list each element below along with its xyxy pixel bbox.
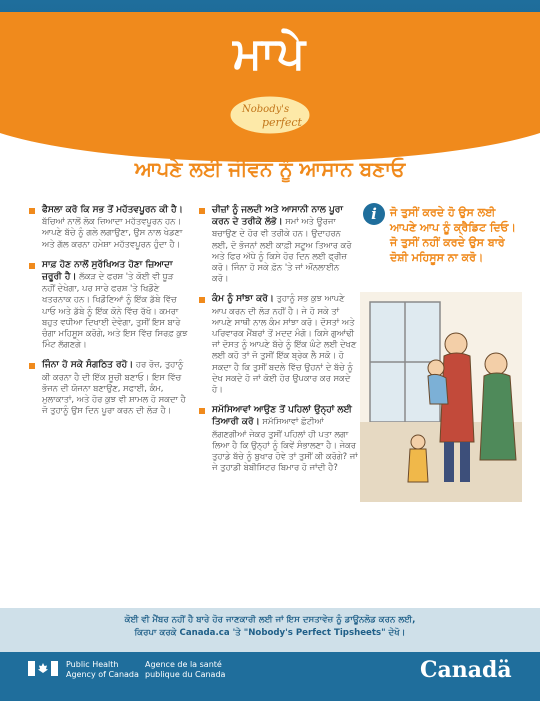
svg-text:perfect: perfect xyxy=(262,116,302,129)
agency-name-english: Public Health Agency of Canada xyxy=(66,660,139,679)
agency-name-french: Agence de la santé publique du Canada xyxy=(145,660,226,679)
info-callout: ਜੋ ਤੁਸੀਂ ਕਰਦੇ ਹੋ ਉਸ ਲਈ ਆਪਣੇ ਆਪ ਨੂੰ ਕ੍ਰੈਡਿਟ ਦਿਓ। ਜੋ ਤੁਸੀਂ ਨਹੀਂ ਕਰਦੇ ਉਸ ਬਾਰੇ ਦੋਸ਼ੀ ਮਹਿਸੂਸ ਨਾ ਕਰੋ। xyxy=(390,206,516,264)
column-middle xyxy=(198,204,358,482)
canada-flag-icon xyxy=(28,661,58,676)
canada-wordmark: Canadä xyxy=(420,657,512,683)
list-item: ਜਿੰਨਾ ਹੋ ਸਕੇ ਸੰਗਠਿਤ ਰਹੋ। ਹਰ ਰੋਜ਼, ਤੁਹਾਨੂੰ ਕੀ ਕਰਨਾ ਹੈ ਦੀ ਇੱਕ ਸੂਚੀ ਬਣਾਓ। ਇਸ ਵਿੱਚ ਭੋਜਨ ਦੀ ਯੋਜਨਾ ਬਣਾਉਣ, ਸਫਾਈ, ਕੰਮ, ਮੁਲਾਕਾਤਾਂ, ਅਤੇ ਹੋਰ ਕੁਝ ਵੀ ਸ਼ਾਮਲ ਹੋ ਸਕਦਾ ਹੈ ਜੋ ਤੁਹਾਨੂੰ ਉਸ ਦਿਨ ਪੂਰਾ ਕਰਨ ਦੀ ਲੋੜ ਹੈ। xyxy=(28,359,188,416)
column-left xyxy=(28,204,188,425)
list-item: ਸਮੱਸਿਆਵਾਂ ਆਉਣ ਤੋਂ ਪਹਿਲਾਂ ਉਨ੍ਹਾਂ ਲਈ ਤਿਆਰੀ ਕਰੋ। ਸਮੱਸਿਆਵਾਂ ਛੋਟੀਆਂ ਲੱਗਣਗੀਆਂ ਜੇਕਰ ਤੁਸੀਂ ਪਹਿਲਾਂ ਹੀ ਪਤਾ ਲਗਾ ਲਿਆ ਹੈ ਕਿ ਉਨ੍ਹਾਂ ਨੂੰ ਕਿਵੇਂ ਸੰਭਾਲਣਾ ਹੈ। ਜੇਕਰ ਤੁਹਾਡੇ ਬੱਚੇ ਨੂੰ ਬੁਖਾਰ ਹੋਵੇ ਤਾਂ ਤੁਸੀਂ ਕੀ ਕਰੋਗੇ? ਜਾਂ ਜੇ ਤੁਹਾਡੀ ਬੇਬੀਸਿਟਰ ਬਿਮਾਰ ਹੋ ਜਾਂਦੀ ਹੈ? xyxy=(198,404,358,473)
nobodys-perfect-logo xyxy=(228,94,312,136)
family-illustration xyxy=(360,292,522,502)
page-title: ਮਾਪੇ xyxy=(233,28,307,79)
svg-text:Nobody's: Nobody's xyxy=(242,104,290,115)
list-item: ਚੀਜ਼ਾਂ ਨੂੰ ਜਲਦੀ ਅਤੇ ਆਸਾਨੀ ਨਾਲ ਪੂਰਾ ਕਰਨ ਦੇ ਤਰੀਕੇ ਲੱਭੋ। ਸਮਾਂ ਅਤੇ ਊਰਜਾ ਬਚਾਉਣ ਦੇ ਹੋਰ ਵੀ ਤਰੀਕੇ ਹਨ। ਉਦਾਹਰਨ ਲਈ, ਦੋ ਭੋਜਨਾਂ ਲਈ ਕਾਫ਼ੀ ਸਟੂਅ ਤਿਆਰ ਕਰੋ ਅਤੇ ਫਿਰ ਅੱਧੇ ਨੂੰ ਕਿਸੇ ਹੋਰ ਦਿਨ ਲਈ ਫ੍ਰੀਜ਼ ਕਰੋ। ਜਿੰਨਾ ਹੋ ਸਕੇ ਫ਼ੋਨ 'ਤੇ ਜਾਂ ਔਨਲਾਈਨ ਕਰੋ। xyxy=(198,204,358,284)
list-item: ਸਾਫ਼ ਹੋਣ ਨਾਲੋਂ ਸੁਰੱਖਿਅਤ ਹੋਣਾ ਜ਼ਿਆਦਾ ਜ਼ਰੂਰੀ ਹੈ। ਲੱਕੜ ਦੇ ਫਰਸ਼ 'ਤੇ ਕੋਈ ਵੀ ਧੂੜ ਨਹੀਂ ਦੇਖੇਗਾ, ਪਰ ਸਾਰੇ ਫਰਸ਼ 'ਤੇ ਖਿਡੌਣੇ ਖਤਰਨਾਕ ਹਨ। ਖਿਡੌਣਿਆਂ ਨੂੰ ਇੱਕ ਡੱਬੇ ਵਿੱਚ ਪਾਓ ਅਤੇ ਡੱਬੇ ਨੂੰ ਇੱਕ ਕੋਨੇ ਵਿੱਚ ਰੱਖੋ। ਕਮਰਾ ਬਹੁਤ ਵਧੀਆ ਦਿਖਾਈ ਦੇਵੇਗਾ, ਤੁਸੀਂ ਇਸ ਬਾਰੇ ਚੰਗਾ ਮਹਿਸੂਸ ਕਰੋਗੇ, ਅਤੇ ਇਸ ਵਿੱਚ ਸਿਰਫ਼ ਕੁਝ ਮਿੰਟ ਲੱਗਣਗੇ। xyxy=(28,259,188,351)
info-icon: i xyxy=(363,203,385,225)
list-item: ਫੈਸਲਾ ਕਰੋ ਕਿ ਸਭ ਤੋਂ ਮਹੱਤਵਪੂਰਨ ਕੀ ਹੈ। ਬੱਚਿਆਂ ਨਾਲੋਂ ਲੋਕ ਜ਼ਿਆਦਾ ਮਹੱਤਵਪੂਰਨ ਹਨ। ਆਪਣੇ ਬੱਚੇ ਨੂੰ ਗਲੇ ਲਗਾਉਣਾ, ਉਸ ਨਾਲ ਖੇਡਣਾ ਅਤੇ ਗੱਲ ਕਰਨਾ ਹਮੇਸ਼ਾ ਮਹੱਤਵਪੂਰਨ ਹੁੰਦਾ ਹੈ। xyxy=(28,204,188,250)
footer-text: ਕੋਈ ਵੀ ਮੈਂਬਰ ਨਹੀਂ ਹੈ ਬਾਰੇ ਹੋਰ ਜਾਣਕਾਰੀ ਲਈ ਜਾਂ ਇਸ ਦਸਤਾਵੇਜ਼ ਨੂੰ ਡਾਊਨਲੋਡ ਕਰਨ ਲਈ, ਕਿਰਪਾ ਕਰਕੇ Canada.ca 'ਤੇ "Nobody's Perfect Tipsheets" ਦੇਖੋ। xyxy=(124,615,416,638)
subtitle: ਆਪਣੇ ਲਈ ਜੀਵਨ ਨੂੰ ਆਸਾਨ ਬਣਾਓ xyxy=(134,157,406,181)
list-item: ਕੰਮ ਨੂੰ ਸਾਂਝਾ ਕਰੋ। ਤੁਹਾਨੂੰ ਸਭ ਕੁਝ ਆਪਣੇ ਆਪ ਕਰਨ ਦੀ ਲੋੜ ਨਹੀਂ ਹੈ। ਜੇ ਹੋ ਸਕੇ ਤਾਂ ਆਪਣੇ ਸਾਥੀ ਨਾਲ ਕੰਮ ਸਾਂਝਾ ਕਰੋ। ਦੋਸਤਾਂ ਅਤੇ ਪਰਿਵਾਰਕ ਮੈਂਬਰਾਂ ਤੋਂ ਮਦਦ ਮੰਗੋ। ਕਿਸੇ ਗੁਆਂਢੀ ਜਾਂ ਦੋਸਤ ਨੂੰ ਆਪਣੇ ਬੱਚੇ ਨੂੰ ਇੱਕ ਘੰਟੇ ਲਈ ਦੇਖਣ ਲਈ ਕਹੋ ਤਾਂ ਜੋ ਤੁਸੀਂ ਇੱਕ ਬ੍ਰੇਕ ਲੈ ਸਕੋ। ਹੋ ਸਕਦਾ ਹੈ ਕਿ ਤੁਸੀਂ ਬਦਲੇ ਵਿੱਚ ਉਹਨਾਂ ਦੇ ਬੱਚੇ ਨੂੰ ਦੇਖ ਸਕਦੇ ਹੋ ਜਾਂ ਕੋਈ ਹੋਰ ਉਪਕਾਰ ਕਰ ਸਕਦੇ ਹੋ। xyxy=(198,293,358,395)
